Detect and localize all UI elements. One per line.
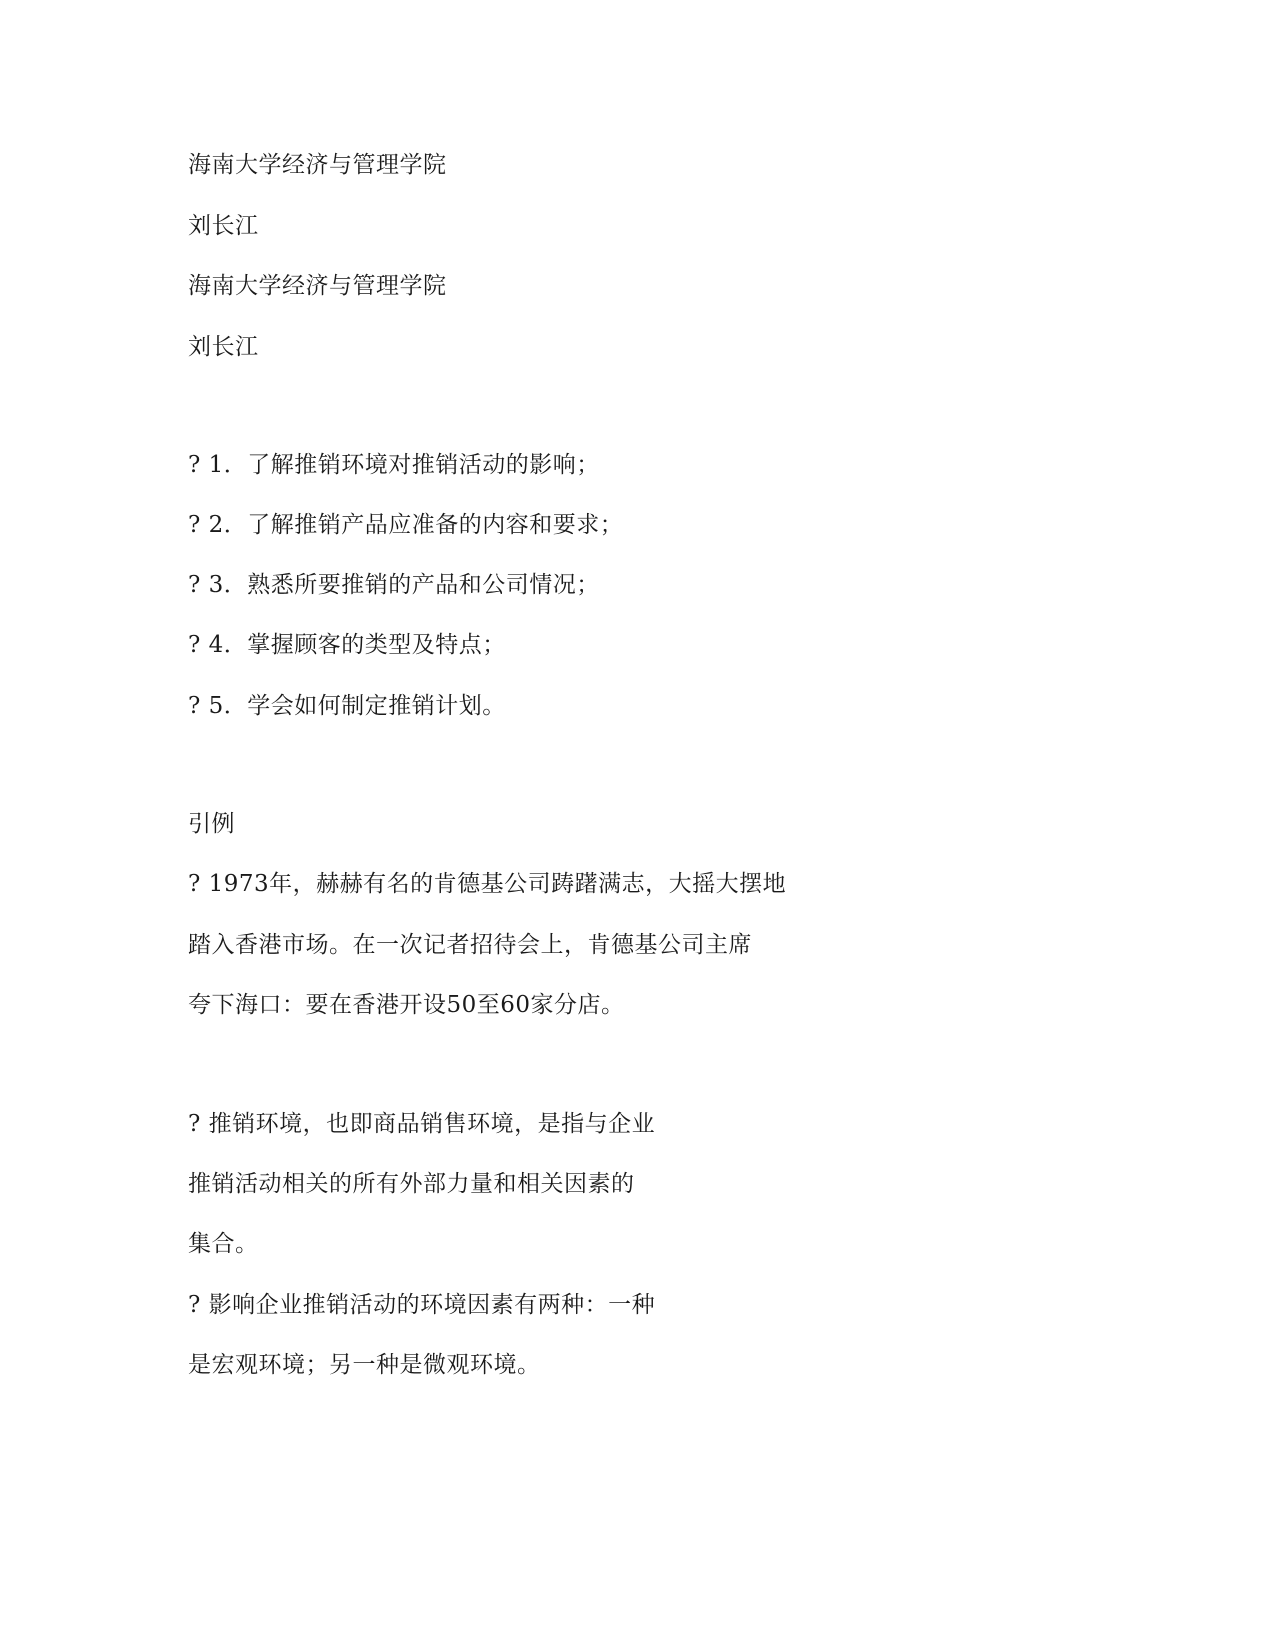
case-text-line: ? 1973年，赫赫有名的肯德基公司踌躇满志，大摇大摆地: [188, 871, 787, 897]
objective-item: ? 1．了解推销环境对推销活动的影响；: [188, 452, 600, 478]
case-text-line: 夸下海口：要在香港开设50至60家分店。: [188, 992, 625, 1018]
definition-text-line: ? 推销环境，也即商品销售环境，是指与企业: [188, 1111, 656, 1137]
definition-text-line: 推销活动相关的所有外部力量和相关因素的: [188, 1171, 635, 1197]
case-heading: 引例: [188, 811, 235, 837]
objective-item: ? 4．掌握顾客的类型及特点；: [188, 632, 506, 658]
author-line: 刘长江: [188, 334, 259, 360]
case-text-line: 踏入香港市场。在一次记者招待会上，肯德基公司主席: [188, 932, 752, 958]
definition-text-line: 是宏观环境；另一种是微观环境。: [188, 1352, 541, 1378]
affiliation-line: 海南大学经济与管理学院: [188, 152, 447, 178]
objective-item: ? 5．学会如何制定推销计划。: [188, 693, 506, 719]
objective-item: ? 2．了解推销产品应准备的内容和要求；: [188, 512, 624, 538]
author-line: 刘长江: [188, 213, 259, 239]
objective-item: ? 3．熟悉所要推销的产品和公司情况；: [188, 572, 600, 598]
affiliation-line: 海南大学经济与管理学院: [188, 273, 447, 299]
definition-text-line: 集合。: [188, 1231, 259, 1257]
definition-text-line: ? 影响企业推销活动的环境因素有两种：一种: [188, 1292, 656, 1318]
